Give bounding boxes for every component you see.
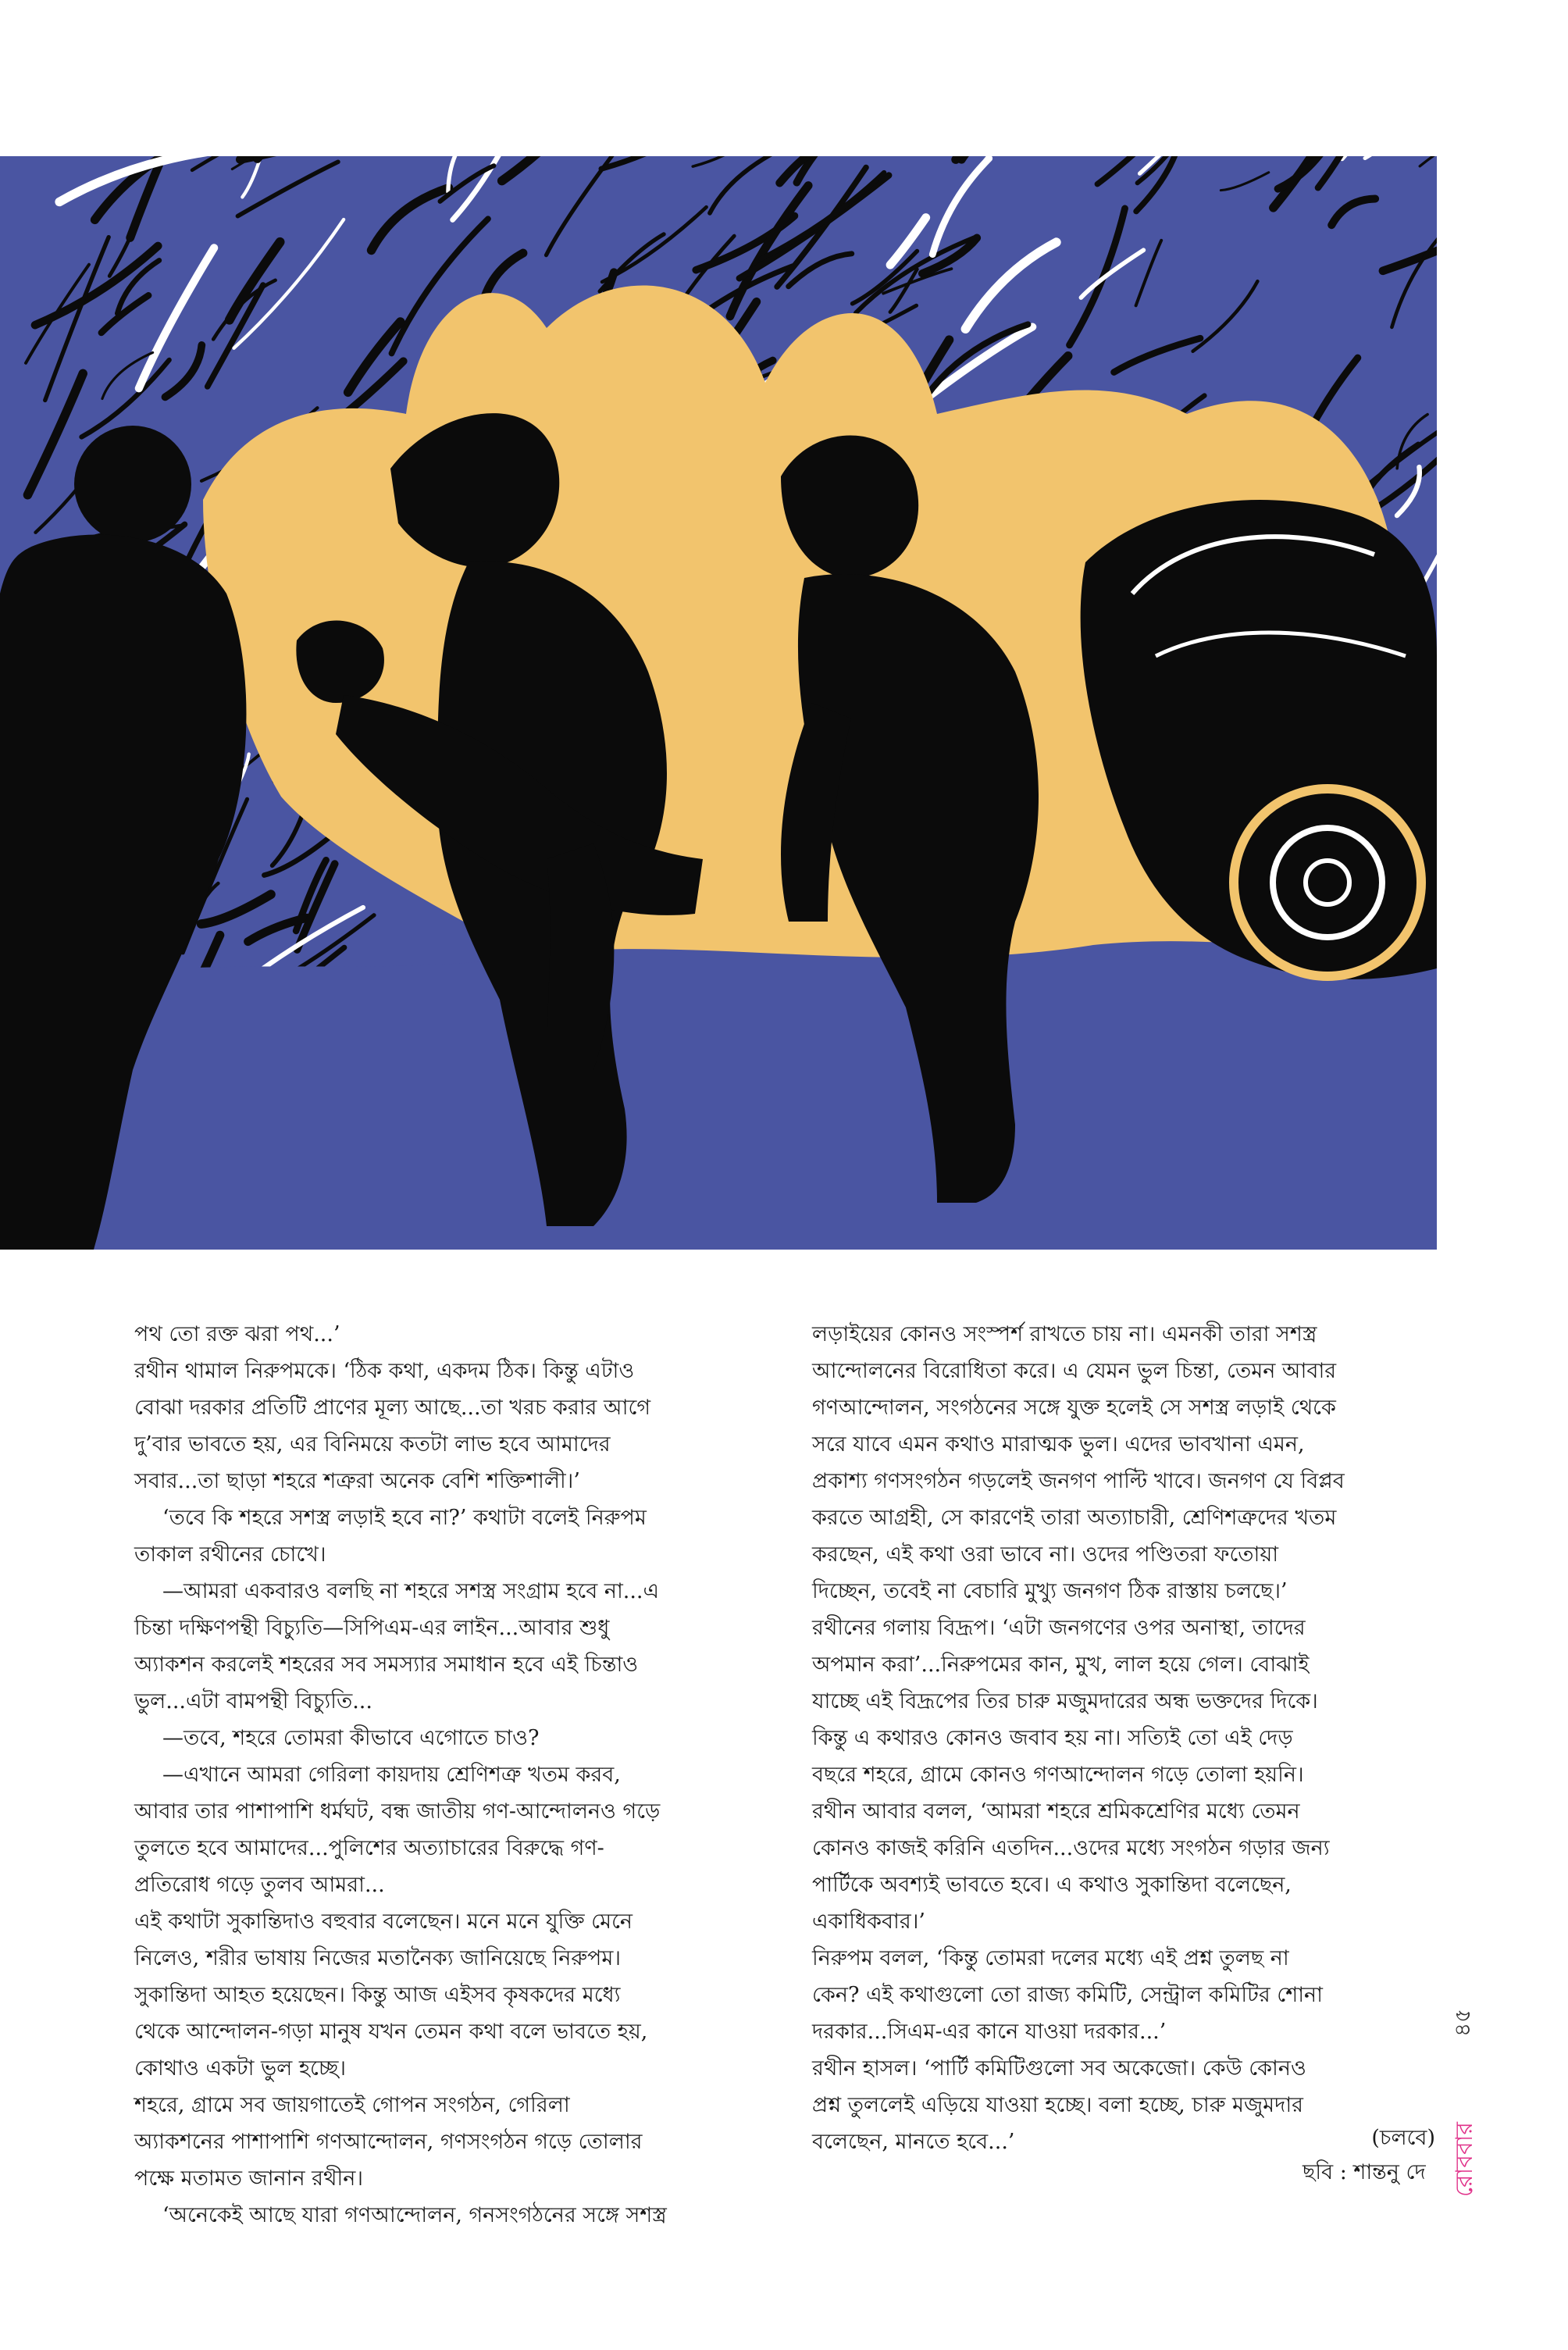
article-line: করতে আগ্রহী, সে কারণেই তারা অত্যাচারী, শ্রেণিশত্রুদের খতম [812,1506,1337,1530]
article-line: থেকে আন্দোলন-গড়া মানুষ যখন তেমন কথা বলে ভাবতে হয়, [134,2020,648,2044]
article-line: এই কথাটা সুকান্তিদাও বহুবার বলেছেন। মনে মনে যুক্তি মেনে [134,1910,633,1934]
illustration-credit: ছবি : শান্তনু দে [1303,2160,1426,2184]
page-number: ৪৫ [1449,2008,1475,2038]
article-line: আন্দোলনের বিরোধিতা করে। এ যেমন ভুল চিন্তা, তেমন আবার [812,1359,1337,1383]
article-line: আবার তার পাশাপাশি ধর্মঘট, বন্ধ জাতীয় গণ-আন্দোলনও গড়ে [134,1799,661,1824]
article-line: ‘অনেকেই আছে যারা গণআন্দোলন, গনসংগঠনের সঙ্গে সশস্ত্র [162,2203,667,2227]
article-line: বোঝা দরকার প্রতিটি প্রাণের মূল্য আছে...তা খরচ করার আগে [134,1396,651,1420]
article-line: রথীন থামাল নিরুপমকে। ‘ঠিক কথা, একদম ঠিক। কিন্তু এটাও [134,1359,635,1383]
article-line: প্রকাশ্য গণসংগঠন গড়লেই জনগণ পাল্টি খাবে। জনগণ যে বিপ্লব [812,1469,1345,1493]
article-line: একাধিকবার।’ [812,1910,925,1934]
article-line: দিচ্ছেন, তবেই না বেচারি মুখ্যু জনগণ ঠিক রাস্তায় চলছে।’ [812,1579,1288,1603]
article-line: করছেন, এই কথা ওরা ভাবে না। ওদের পণ্ডিতরা ফতোয়া [812,1542,1279,1567]
article-line: দু’বার ভাবতে হয়, এর বিনিময়ে কতটা লাভ হবে আমাদের [134,1432,611,1457]
story-illustration [0,156,1437,1250]
article-line: অ্যাকশনের পাশাপাশি গণআন্দোলন, গণসংগঠন গড়ে তোলার [134,2130,643,2154]
article-line: লড়াইয়ের কোনও সংস্পর্শ রাখতে চায় না। এমনকী তারা সশস্ত্র [812,1322,1317,1346]
article-column-right [812,1316,1437,2160]
article-line: —তবে, শহরে তোমরা কীভাবে এগোতে চাও? [162,1726,540,1750]
article-line: —আমরা একবারও বলছি না শহরে সশস্ত্র সংগ্রাম হবে না...এ [162,1579,660,1603]
article-line: কেন? এই কথাগুলো তো রাজ্য কমিটি, সেন্ট্রাল কমিটির শোনা [812,1983,1323,2007]
article-line: কিন্তু এ কথারও কোনও জবাব হয় না। সত্যিই তো এই দেড় [812,1726,1293,1750]
article-line: কোথাও একটা ভুল হচ্ছে। [134,2056,347,2081]
article-line: নিরুপম বলল, ‘কিন্তু তোমরা দলের মধ্যে এই প্রশ্ন তুলছ না [812,1946,1289,1970]
article-line: নিলেও, শরীর ভাষায় নিজের মতানৈক্য জানিয়েছে নিরুপম। [134,1946,622,1970]
article-line: সবার...তা ছাড়া শহরে শত্রুরা অনেক বেশি শক্তিশালী।’ [134,1469,580,1493]
article-line: সরে যাবে এমন কথাও মারাত্মক ভুল। এদের ভাবখানা এমন, [812,1432,1305,1457]
article-line: পক্ষে মতামত জানান রথীন। [134,2166,364,2191]
article-line: পথ তো রক্ত ঝরা পথ...’ [134,1322,340,1346]
article-line: প্রশ্ন তুললেই এড়িয়ে যাওয়া হচ্ছে। বলা হচ্ছে, চারু মজুমদার [812,2093,1304,2117]
article-line: কোনও কাজই করিনি এতদিন...ওদের মধ্যে সংগঠন গড়ার জন্য [812,1836,1330,1860]
blue-mid-ground [0,941,1437,1250]
article-line: তুলতে হবে আমাদের...পুলিশের অত্যাচারের বিরুদ্ধে গণ- [134,1836,604,1860]
article-line: রথীন আবার বলল, ‘আমরা শহরে শ্রমিকশ্রেণির মধ্যে তেমন [812,1799,1300,1824]
section-name: রোববার [1451,2122,1478,2197]
article-line: পার্টিকে অবশ্যই ভাবতে হবে। এ কথাও সুকান্তিদা বলেছেন, [812,1873,1292,1897]
article-line: ভুল...এটা বামপন্থী বিচ্যুতি... [134,1689,372,1713]
article-line: চিন্তা দক্ষিণপন্থী বিচ্যুতি—সিপিএম-এর লাইন...আবার শুধু [134,1616,610,1640]
article-line: অপমান করা’...নিরুপমের কান, মুখ, লাল হয়ে গেল। বোঝাই [812,1653,1310,1677]
article-line: প্রতিরোধ গড়ে তুলব আমরা... [134,1873,385,1897]
continued-label: (চলবে) [1371,2126,1435,2150]
article-line: বছরে শহরে, গ্রামে কোনও গণআন্দোলন গড়ে তোলা হয়নি। [812,1763,1304,1787]
article-line: রথীন হাসল। ‘পার্টি কমিটিগুলো সব অকেজো। কেউ কোনও [812,2056,1306,2081]
article-line: —এখানে আমরা গেরিলা কায়দায় শ্রেণিশত্রু খতম করব, [162,1763,621,1787]
article-line: গণআন্দোলন, সংগঠনের সঙ্গে যুক্ত হলেই সে সশস্ত্র লড়াই থেকে [812,1396,1336,1420]
article-line: দরকার...সিএম-এর কানে যাওয়া দরকার...’ [812,2020,1167,2044]
article-line: তাকাল রথীনের চোখে। [134,1542,326,1567]
article-line: ‘তবে কি শহরে সশস্ত্র লড়াই হবে না?’ কথাটা বলেই নিরুপম [162,1506,647,1530]
article-line: বলেছেন, মানতে হবে...’ [812,2130,1015,2154]
article-line: অ্যাকশন করলেই শহরের সব সমস্যার সমাধান হবে এই চিন্তাও [134,1653,639,1677]
article-line: যাচ্ছে এই বিদ্রূপের তির চারু মজুমদারের অন্ধ ভক্তদের দিকে। [812,1689,1318,1713]
article-line: সুকান্তিদা আহত হয়েছেন। কিন্তু আজ এইসব কৃষকদের মধ্যে [134,1983,621,2007]
article-line: শহরে, গ্রামে সব জায়গাতেই গোপন সংগঠন, গেরিলা [134,2093,570,2117]
woodcut-illustration [0,156,1437,1250]
car-wheel [1234,789,1421,976]
article-column-left [134,1316,759,2234]
article-line: রথীনের গলায় বিদ্রূপ। ‘এটা জনগণের ওপর অনাস্থা, তাদের [812,1616,1306,1640]
